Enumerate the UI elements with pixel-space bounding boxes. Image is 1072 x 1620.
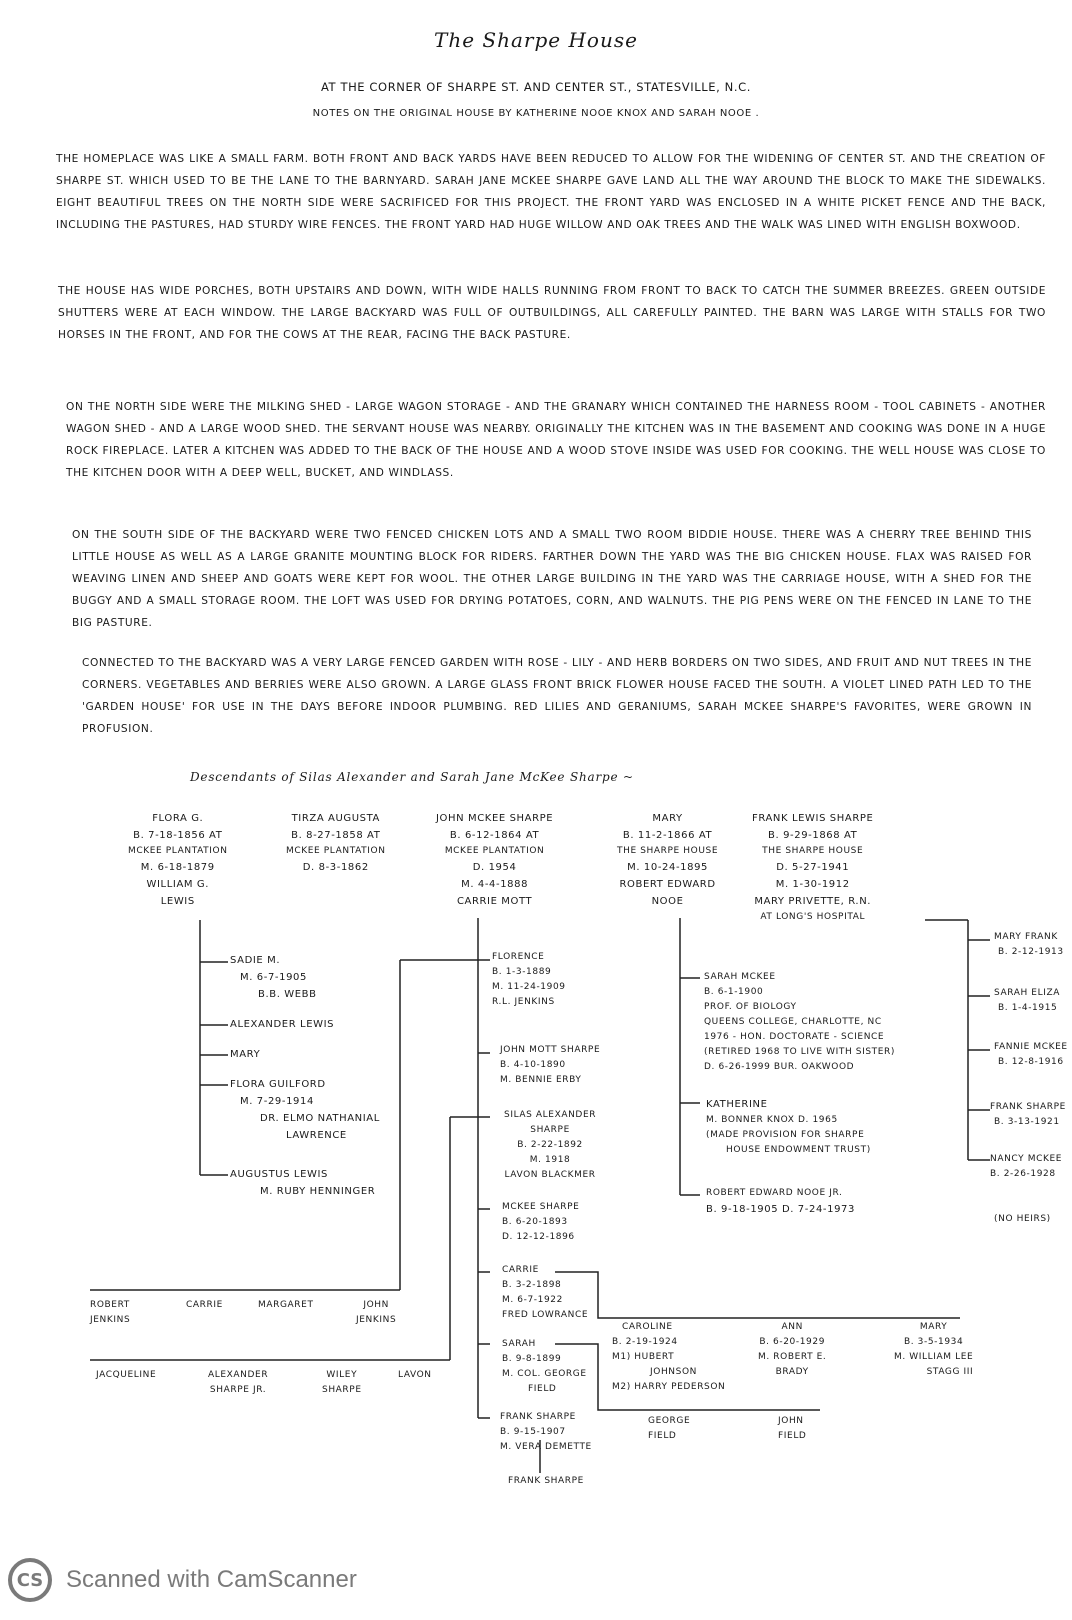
- camscanner-logo: CS: [8, 1558, 52, 1602]
- node-frank-sharpe-daughter: FRANK SHARPE B. 3-13-1921: [990, 1102, 1066, 1127]
- node-caroline: CAROLINE B. 2-19-1924 M1) HUBERT JOHNSON M2) HARRY PEDERSON: [612, 1322, 726, 1392]
- node-katherine: KATHERINE M. BONNER KNOX D. 1965 (MADE PROVISION FOR SHARPE HOUSE ENDOWMENT TRUST): [706, 1099, 871, 1155]
- node-alexander-lewis: ALEXANDER LEWIS: [230, 1019, 335, 1030]
- paragraph-house: THE HOUSE HAS WIDE PORCHES, BOTH UPSTAIRS AND DOWN, WITH WIDE HALLS RUNNING FROM FRONT TO BACK TO CATCH THE SUMMER BREEZES. GREEN OUTSIDE SHUTTERS WERE AT EACH WINDOW. THE LARGE BACKYARD WAS FULL OF OUTBUILDINGS, ALL CAREFULLY PAINTED. THE BARN WAS LARGE WITH STALLS FOR TWO HORSES IN THE FRONT, AND FOR THE COWS AT THE REAR, FACING THE BACK PASTURE.: [58, 285, 1046, 341]
- node-sarah-sharpe: SARAH B. 9-8-1899 M. COL. GEORGE FIELD: [502, 1339, 587, 1394]
- node-mary-lewis: MARY: [230, 1049, 261, 1060]
- paragraph-south-side: ON THE SOUTH SIDE OF THE BACKYARD WERE TWO FENCED CHICKEN LOTS AND A SMALL TWO ROOM BIDDIE HOUSE. THERE WAS A CHERRY TREE BEHIND THIS LITTLE HOUSE AS WELL AS A LARGE GRANITE MOUNTING BLOCK FOR RIDERS. FARTHER DOWN THE YARD WAS THE BIG CHICKEN HOUSE. FLAX WAS RAISED FOR WEAVING LINEN AND SHEEP AND GOATS WERE KEPT FOR WOOL. THE OTHER LARGE BUILDING IN THE YARD WAS THE CARRIAGE HOUSE, WITH A SHED FOR THE BUGGY AND A SMALL STORAGE ROOM. THE LOFT WAS USED FOR DRYING POTATOES, CORN, AND WALNUTS. THE PIG PENS WERE ON THE FENCED IN LANE TO THE BIG PASTURE.: [72, 529, 1032, 629]
- carrie-descent: [555, 1272, 960, 1318]
- node-fannie-mckee: FANNIE MCKEE B. 12-8-1916: [994, 1042, 1068, 1067]
- node-sarah-eliza: SARAH ELIZA B. 1-4-1915: [994, 988, 1060, 1013]
- node-mary: MARY B. 11-2-1866 AT THE SHARPE HOUSE M. 10-24-1895 ROBERT EDWARD NOOE: [617, 813, 719, 907]
- node-frank: FRANK LEWIS SHARPE B. 9-29-1868 AT THE SHARPE HOUSE D. 5-27-1941 M. 1-30-1912 MARY PRIVETTE, R.N. AT LONG'S HOSPITAL: [752, 813, 874, 922]
- frank-branch: [925, 920, 990, 1160]
- page-title: The Sharpe House: [434, 28, 638, 52]
- mary-branch: [680, 918, 700, 1195]
- node-wiley-sharpe: WILEY SHARPE: [322, 1370, 362, 1395]
- node-tirza: TIRZA AUGUSTA B. 8-27-1858 AT MCKEE PLANTATION D. 8-3-1862: [286, 813, 386, 873]
- node-carrie: CARRIE B. 3-2-1898 M. 6-7-1922 FRED LOWRANCE: [502, 1265, 589, 1320]
- node-john-jenkins: JOHN JENKINS: [356, 1300, 397, 1325]
- flora-branch: [200, 920, 228, 1175]
- descendants-title: Descendants of Silas Alexander and Sarah Jane McKee Sharpe ~: [190, 770, 634, 784]
- node-alexander-sharpe-jr: ALEXANDER SHARPE JR.: [208, 1370, 269, 1395]
- node-florence: FLORENCE B. 1-3-1889 M. 11-24-1909 R.L. JENKINS: [492, 952, 566, 1007]
- node-john-mott: JOHN MOTT SHARPE B. 4-10-1890 M. BENNIE ERBY: [500, 1045, 601, 1085]
- node-flora-guilford: FLORA GUILFORD M. 7-29-1914 DR. ELMO NATHANIAL LAWRENCE: [230, 1079, 380, 1141]
- node-mary-frank: MARY FRANK B. 2-12-1913: [994, 932, 1064, 957]
- silas-descent: [90, 1117, 478, 1360]
- node-sarah-mckee: SARAH MCKEE B. 6-1-1900 PROF. OF BIOLOGY QUEENS COLLEGE, CHARLOTTE, NC 1976 - HON. DOCTORATE - SCIENCE (RETIRED 1968 TO LIVE WITH SISTER) D. 6-26-1999 BUR. OAKWOOD: [704, 972, 896, 1072]
- john-branch: [478, 918, 490, 1418]
- node-ann: ANN B. 6-20-1929 M. ROBERT E. BRADY: [758, 1322, 827, 1377]
- paragraph-homeplace: THE HOMEPLACE WAS LIKE A SMALL FARM. BOTH FRONT AND BACK YARDS HAVE BEEN REDUCED TO ALLOW FOR THE WIDENING OF CENTER ST. AND THE CREATION OF SHARPE ST. WHICH USED TO BE THE LANE TO THE BARNYARD. SARAH JANE MCKEE SHARPE GAVE LAND ALL THE WAY AROUND THE BLOCK TO MAKE THE SIDEWALKS. EIGHT BEAUTIFUL TREES ON THE NORTH SIDE WERE SACRIFICED FOR THIS PROJECT. THE FRONT YARD WAS ENCLOSED IN A WHITE PICKET FENCE AND THE BACK, INCLUDING THE PASTURES, HAD STURDY WIRE FENCES. THE FRONT YARD HAD HUGE WILLOW AND OAK TREES AND THE WALK WAS LINED WITH ENGLISH BOXWOOD.: [56, 153, 1046, 231]
- node-sadie: SADIE M. M. 6-7-1905 B.B. WEBB: [230, 955, 317, 1000]
- node-margaret-jenkins: MARGARET: [258, 1300, 314, 1310]
- node-john: JOHN MCKEE SHARPE B. 6-12-1864 AT MCKEE PLANTATION D. 1954 M. 4-4-1888 CARRIE MOTT: [436, 813, 554, 907]
- node-carrie-jenkins: CARRIE: [186, 1300, 223, 1310]
- subtitle-location: AT THE CORNER OF SHARPE ST. AND CENTER ST., STATESVILLE, N.C.: [320, 80, 752, 94]
- paragraph-north-side: ON THE NORTH SIDE WERE THE MILKING SHED - LARGE WAGON STORAGE - AND THE GRANARY WHICH CONTAINED THE HARNESS ROOM - TOOL CABINETS - ANOTHER WAGON SHED - AND A LARGE WOOD SHED. THE SERVANT HOUSE WAS NEARBY. ORIGINALLY THE KITCHEN WAS IN THE BASEMENT AND COOKING WAS DONE IN A HUGE ROCK FIREPLACE. LATER A KITCHEN WAS ADDED TO THE BACK OF THE HOUSE AND A WOOD STOVE INSIDE WAS USED FOR COOKING. THE WELL HOUSE WAS CLOSE TO THE KITCHEN DOOR WITH A DEEP WELL, BUCKET, AND WINDLASS.: [66, 401, 1046, 479]
- node-silas: SILAS ALEXANDER SHARPE B. 2-22-1892 M. 1918 LAVON BLACKMER: [504, 1110, 597, 1180]
- node-john-field: JOHN FIELD: [778, 1416, 807, 1441]
- node-mckee-sharpe: MCKEE SHARPE B. 6-20-1893 D. 12-12-1896: [502, 1202, 580, 1242]
- node-flora: FLORA G. B. 7-18-1856 AT MCKEE PLANTATION M. 6-18-1879 WILLIAM G. LEWIS: [128, 813, 228, 907]
- node-george-field: GEORGE FIELD: [648, 1416, 691, 1441]
- node-mary-lowrance: MARY B. 3-5-1934 M. WILLIAM LEE STAGG III: [894, 1322, 974, 1377]
- node-lavon: LAVON: [398, 1370, 432, 1380]
- node-frank-sharpe-son: FRANK SHARPE B. 9-15-1907 M. VERA DEMETTE: [500, 1412, 592, 1452]
- node-no-heirs: (NO HEIRS): [994, 1214, 1051, 1224]
- camscanner-watermark: Scanned with CamScanner: [66, 1566, 357, 1593]
- paragraph-garden: CONNECTED TO THE BACKYARD WAS A VERY LARGE FENCED GARDEN WITH ROSE - LILY - AND HERB BORDERS ON TWO SIDES, AND FRUIT AND NUT TREES IN THE CORNERS. VEGETABLES AND BERRIES WERE ALSO GROWN. A LARGE GLASS FRONT BRICK FLOWER HOUSE FACED THE SOUTH. A VIOLET LINED PATH LED TO THE 'GARDEN HOUSE' FOR USE IN THE DAYS BEFORE INDOOR PLUMBING. RED LILIES AND GERANIUMS, SARAH MCKEE SHARPE'S FAVORITES, WERE GROWN IN PROFUSION.: [82, 657, 1032, 735]
- node-robert-jenkins: ROBERT JENKINS: [90, 1300, 131, 1325]
- node-robert-nooe-jr: ROBERT EDWARD NOOE JR. B. 9-18-1905 D. 7-24-1973: [706, 1188, 855, 1215]
- node-frank-sharpe-grandson: FRANK SHARPE: [508, 1476, 584, 1486]
- node-nancy-mckee: NANCY MCKEE B. 2-26-1928: [990, 1154, 1063, 1179]
- subtitle-notes: NOTES ON THE ORIGINAL HOUSE BY KATHERINE NOOE KNOX AND SARAH NOOE .: [312, 108, 760, 119]
- node-jacqueline: JACQUELINE: [96, 1370, 157, 1380]
- node-augustus: AUGUSTUS LEWIS M. RUBY HENNINGER: [230, 1169, 376, 1197]
